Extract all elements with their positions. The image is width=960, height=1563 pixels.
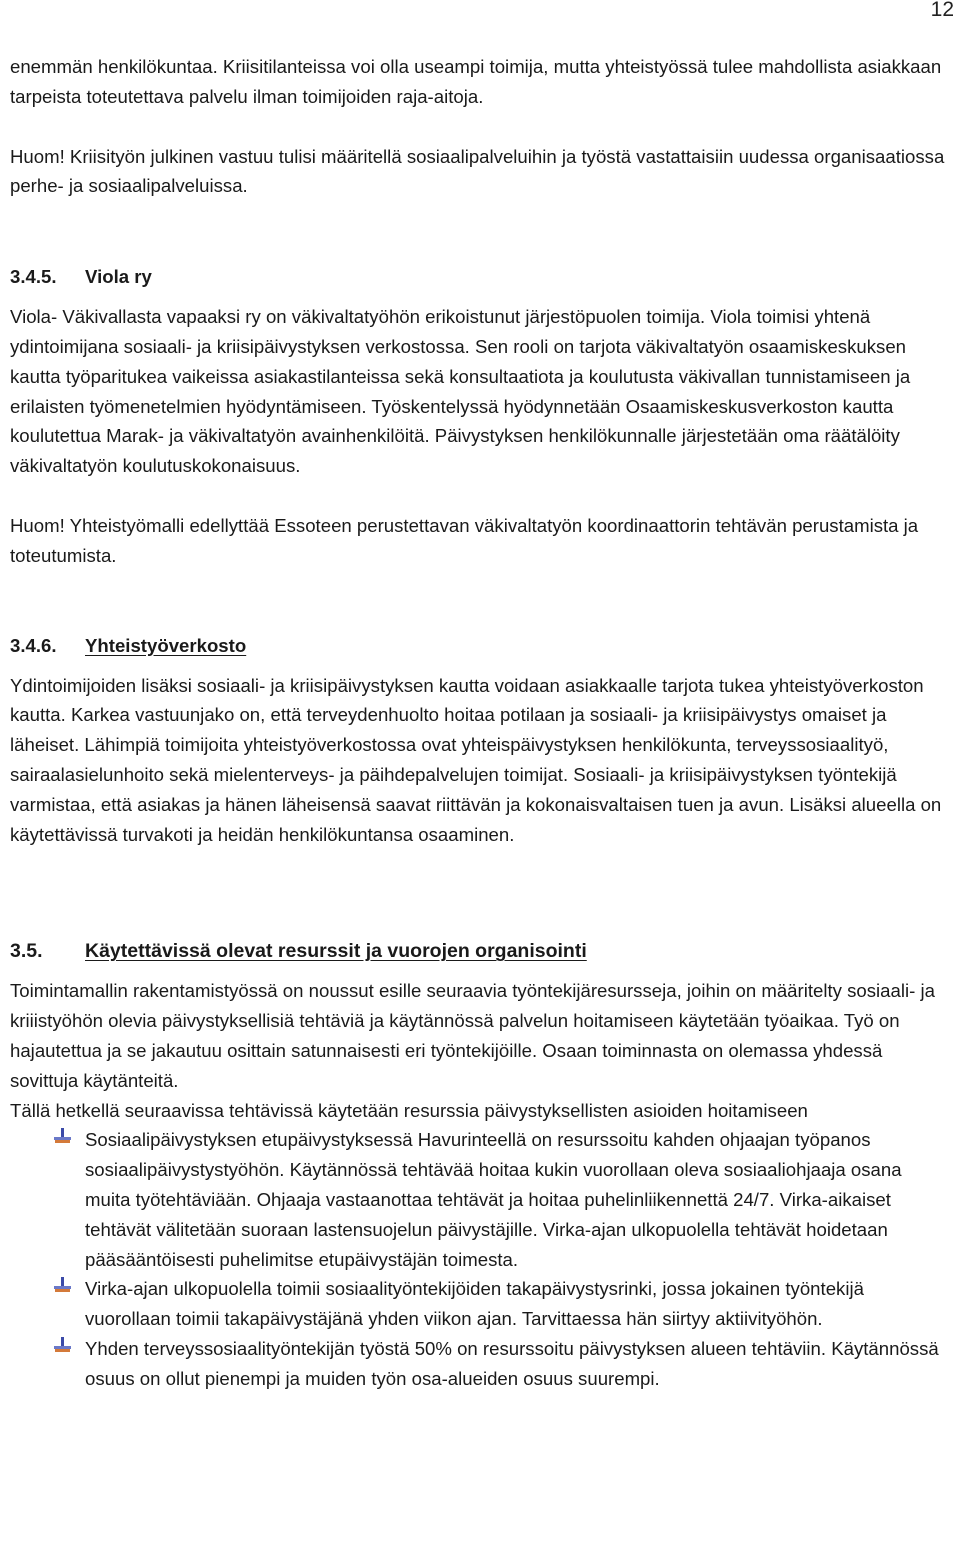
network-paragraph-1: Ydintoimijoiden lisäksi sosiaali- ja kriisipäivystyksen kautta voidaan asiakkaalle tarjota tukea yhteistyöverkoston kautta. Karkea vastuunjako on, että terveydenhuolto hoitaa potilaan ja sosiaali- ja kriisipäivystys omaiset ja läheiset. Lähimpiä toimijoita yhteistyöverkostossa ovat yhteispäivystyksen henkilökunta, terveyssosiaalityö, sairaalasielunhoito sekä mielenterveys- ja päihdepalvelujen toimijat. Sosiaali- ja kriisipäivystyksen työntekijä varmistaa, että asiakas ja hänen läheisensä saavat riittävän ja kokonaisvaltaisen tuen ja avun. Lisäksi alueella on käytettävissä turvakoti ja heidän henkilökuntansa osaaminen. xyxy=(10,674,942,845)
list-item xyxy=(10,1125,945,1274)
list-item-text: Yhden terveyssosiaalityöntekijän työstä 50% on resurssoitu päivystyksen alueen tehtäviin. Käytännössä osuus on ollut pienempi ja muiden työn osa-alueiden osuus suurempi. xyxy=(85,1337,939,1389)
section-title: Käytettävissä olevat resurssit ja vuorojen organisointi xyxy=(85,940,587,963)
section-number: 3.5. xyxy=(10,940,43,963)
list-bullet-icon xyxy=(54,1128,71,1145)
list-item-text: Virka-ajan ulkopuolella toimii sosiaalityöntekijöiden takapäivystysrinki, jossa jokainen työntekijä vuorollaan toimii takapäivystäjänä yhden viikon ajan. Tarvittaessa hän siirtyy aktiivityöhön. xyxy=(85,1278,864,1330)
section-number: 3.4.5. xyxy=(10,266,57,288)
viola-paragraph-2: Huom! Yhteistyömalli edellyttää Essoteen perustettavan väkivaltatyön koordinaattorin tehtävän perustamista ja toteutumista. xyxy=(10,514,919,566)
list-item xyxy=(10,1334,945,1394)
section-number: 3.4.6. xyxy=(10,634,57,656)
section-title: Yhteistyöverkosto xyxy=(85,634,247,656)
resources-paragraph-2: Tällä hetkellä seuraavissa tehtävissä käytetään resurssia päivystyksellisten asioiden hoitamiseen xyxy=(10,1099,808,1121)
resources-list xyxy=(10,1125,945,1393)
section-heading-viola xyxy=(10,262,945,292)
list-bullet-icon xyxy=(54,1277,71,1294)
document-body xyxy=(10,52,945,1394)
resources-paragraph-1: Toimintamallin rakentamistyössä on noussut esille seuraavia työntekijäresursseja, joihin on määritelty sosiaali- ja kriiistyöhön olevia päivystyksellisiä tehtäviä ja käytännössä palvelun hoitamiseen käytetään työaikaa. Työ on hajautettua ja se jakautuu osittain satunnaisesti eri työntekijöille. Osaan toiminnasta on olemassa yhdessä sovittuja käytänteitä. xyxy=(10,980,935,1091)
list-item-text: Sosiaalipäivystyksen etupäivystyksessä Havurinteellä on resurssoitu kahden ohjaajan työpanos sosiaalipäivystystyöhön. Käytännössä tehtävää hoitaa kukin vuorollaan oleva sosiaaliohjaaja osana muita työtehtäviään. Ohjaaja vastaanottaa tehtävät ja hoitaa puhelinliikennettä 24/7. Virka-aikaiset tehtävät välitetään suoraan lastensuojelun päivystäjille. Virka-ajan ulkopuolella tehtävät hoidetaan pääsääntöisesti puhelimitse etupäivystäjän toimesta. xyxy=(85,1129,902,1270)
intro-paragraph-2: Huom! Kriisityön julkinen vastuu tulisi määritellä sosiaalipalveluihin ja työstä vastattaisiin uudessa organisaatiossa perhe- ja sosiaalipalveluissa. xyxy=(10,145,945,197)
page-number: 12 xyxy=(930,0,954,21)
list-item xyxy=(10,1274,945,1334)
intro-paragraph-1: enemmän henkilökuntaa. Kriisitilanteissa voi olla useampi toimija, mutta yhteistyössä tulee mahdollista asiakkaan tarpeista toteutettava palvelu ilman toimijoiden raja-aitoja. xyxy=(10,56,942,107)
viola-paragraph-1: Viola- Väkivallasta vapaaksi ry on väkivaltatyöhön erikoistunut järjestöpuolen toimija. Viola toimisi yhtenä ydintoimijana sosiaali- ja kriisipäivystyksen verkostossa. Sen rooli on tarjota väkivaltatyön osaamiskeskuksen kautta työparitukea vaikeissa asiakastilanteissa sekä konsultaatiota ja koulutusta väkivallan tunnistamiseen ja erilaisten työmenetelmien hyödyntämiseen. Työskentelyssä hyödynnetään Osaamiskeskusverkoston kautta koulutettua Marak- ja väkivaltatyön avainhenkilöitä. Päivystyksen henkilökunnalle järjestetään oma räätälöity väkivaltatyön koulutuskokonaisuus. xyxy=(10,306,911,477)
section-heading-resources xyxy=(10,936,945,966)
section-title: Viola ry xyxy=(85,266,152,288)
list-bullet-icon xyxy=(54,1337,71,1354)
section-heading-network xyxy=(10,631,945,661)
